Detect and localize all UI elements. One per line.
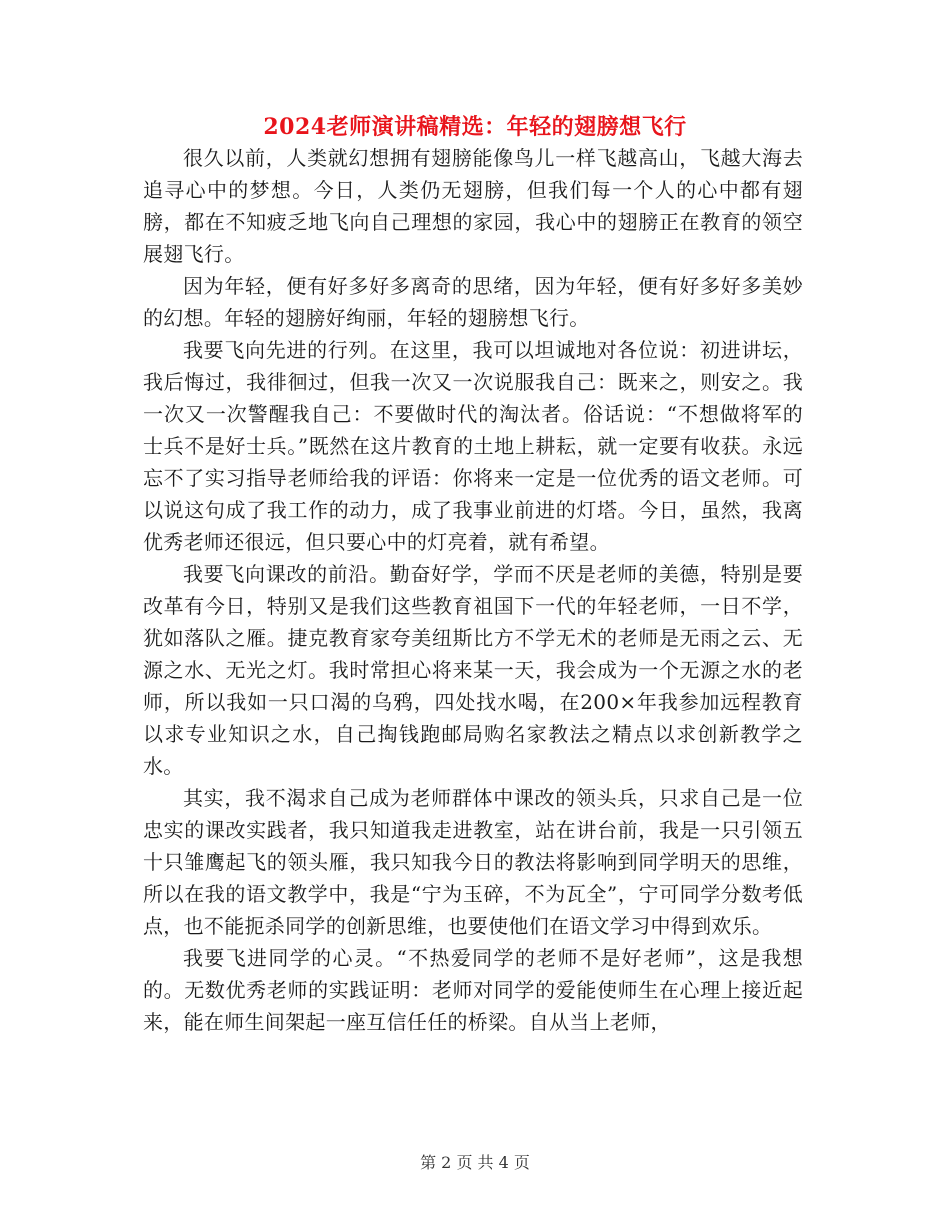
paragraph: 其实，我不渴求自己成为老师群体中课改的领头兵，只求自己是一位忠实的课改实践者，我只知道我走进教室，站在讲台前，我是一只引领五十只雏鹰起飞的领头雁，我只知我今日的教法将影响到同学明天的思维，所以在我的语文教学中，我是“宁为玉碎，不为瓦全”，宁可同学分数考低点，也不能扼杀同学的创新思维，也要使他们在语文学习中得到欢乐。 — [143, 786, 803, 938]
document-body — [143, 142, 803, 1038]
paragraph: 我要飞进同学的心灵。“不热爱同学的老师不是好老师”，这是我想的。无数优秀老师的实践证明：老师对同学的爱能使师生在心理上接近起来，能在师生间架起一座互信任任的桥梁。自从当上老师， — [143, 946, 803, 1034]
paragraph: 我要飞向先进的行列。在这里，我可以坦诚地对各位说：初进讲坛，我后悔过，我徘徊过，但我一次又一次说服我自己：既来之，则安之。我一次又一次警醒我自己：不要做时代的淘汰者。俗话说：“不想做将军的士兵不是好士兵。”既然在这片教育的土地上耕耘，就一定要有收获。永远忘不了实习指导老师给我的评语：你将来一定是一位优秀的语文老师。可以说这句成了我工作的动力，成了我事业前进的灯塔。今日，虽然，我离优秀老师还很远，但只要心中的灯亮着，就有希望。 — [143, 338, 803, 554]
paragraph: 因为年轻，便有好多好多离奇的思绪，因为年轻，便有好多好多美妙的幻想。年轻的翅膀好绚丽，年轻的翅膀想飞行。 — [143, 274, 803, 330]
paragraph: 我要飞向课改的前沿。勤奋好学，学而不厌是老师的美德，特别是要改革有今日，特别又是我们这些教育祖国下一代的年轻老师，一日不学，犹如落队之雁。捷克教育家夸美纽斯比方不学无术的老师是无雨之云、无源之水、无光之灯。我时常担心将来某一天，我会成为一个无源之水的老师，所以我如一只口渴的乌鸦，四处找水喝，在200×年我参加远程教育以求专业知识之水，自己掏钱跑邮局购名家教法之精点以求创新教学之水。 — [143, 562, 803, 778]
document-title: 2024老师演讲稿精选：年轻的翅膀想飞行 — [263, 114, 687, 140]
paragraph: 很久以前，人类就幻想拥有翅膀能像鸟儿一样飞越高山，飞越大海去追寻心中的梦想。今日，人类仍无翅膀，但我们每一个人的心中都有翅膀，都在不知疲乏地飞向自己理想的家园，我心中的翅膀正在教育的领空展翅飞行。 — [143, 146, 803, 266]
page-footer: 第 2 页 共 4 页 — [420, 1153, 530, 1172]
